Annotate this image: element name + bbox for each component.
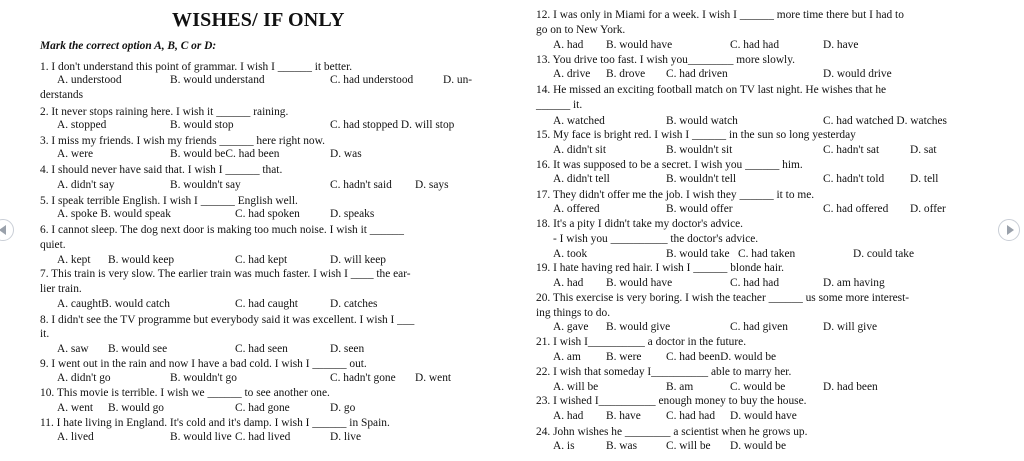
answer-option: A. kept xyxy=(57,254,91,266)
answer-option: C. had offered xyxy=(823,203,889,215)
chevron-left-icon xyxy=(0,225,6,235)
answer-option: B. would understand xyxy=(170,74,265,86)
answer-option: A. didn't tell xyxy=(553,173,610,185)
answer-option: D. would drive xyxy=(823,68,892,80)
answer-option: D. seen xyxy=(330,343,365,355)
answer-option: A. had xyxy=(553,39,584,51)
question-text: 5. I speak terrible English. I wish I ______ English well. xyxy=(40,195,298,207)
answer-option: D. could take xyxy=(853,248,915,260)
answer-option: A. stopped xyxy=(57,119,107,131)
answer-option: A. saw xyxy=(57,343,89,355)
answer-option: A. gave xyxy=(553,321,589,333)
question-text: 16. It was supposed to be a secret. I wish you ______ him. xyxy=(536,159,803,171)
answer-option: A. will be xyxy=(553,381,599,393)
question-text: quiet. xyxy=(40,239,66,251)
answer-option: C. had had xyxy=(666,410,716,422)
answer-option: D. went xyxy=(415,372,452,384)
answer-option: D. speaks xyxy=(330,208,375,220)
question-text: 6. I cannot sleep. The dog next door is making too much noise. I wish it ______ xyxy=(40,224,404,236)
answer-option: D. was xyxy=(330,148,362,160)
question-text: lier train. xyxy=(40,283,82,295)
answer-option: D. had been xyxy=(823,381,878,393)
question-text: 19. I hate having red hair. I wish I ______ blonde hair. xyxy=(536,262,785,274)
question-text: 14. He missed an exciting football match on TV last night. He wishes that he xyxy=(536,84,887,96)
answer-option: C. had spoken xyxy=(235,208,300,220)
question-text: 15. My face is bright red. I wish I ______ in the sun so long yesterday xyxy=(536,129,856,141)
answer-option: B. wouldn't tell xyxy=(666,173,737,185)
answer-option: B. wouldn't sit xyxy=(666,144,733,156)
answer-option: D. says xyxy=(415,179,449,191)
answer-option: D. offer xyxy=(910,203,946,215)
answer-option: B. would have xyxy=(606,277,673,289)
answer-option: B. have xyxy=(606,410,641,422)
answer-option: D. sat xyxy=(910,144,937,156)
chevron-right-icon xyxy=(1007,225,1014,235)
question-text: 20. This exercise is very boring. I wish the teacher ______ us some more interest- xyxy=(536,292,910,304)
answer-option: C. had given xyxy=(730,321,788,333)
answer-option: A. didn't sit xyxy=(553,144,606,156)
answer-option: C. had understood xyxy=(330,74,414,86)
answer-option: C. hadn't sat xyxy=(823,144,880,156)
question-text: 18. It's a pity I didn't take my doctor's advice. xyxy=(536,218,744,230)
answer-option: B. would offer xyxy=(666,203,733,215)
question-text: ______ it. xyxy=(536,99,583,111)
question-text: 8. I didn't see the TV programme but everybody said it was excellent. I wish I ___ xyxy=(40,314,415,326)
answer-option: A. spoke B. would speak xyxy=(57,208,171,220)
answer-option: C. will be xyxy=(666,440,711,452)
answer-option: C. had kept xyxy=(235,254,288,266)
question-text: 1. I don't understand this point of grammar. I wish I ______ it better. xyxy=(40,61,353,73)
answer-option: C. hadn't told xyxy=(823,173,885,185)
question-text: it. xyxy=(40,328,50,340)
answer-option: D. catches xyxy=(330,298,378,310)
question-text: go on to New York. xyxy=(536,24,626,36)
answer-option: D. would be xyxy=(730,440,786,452)
answer-option: B. am xyxy=(666,381,694,393)
question-text: 24. John wishes he ________ a scientist when he grows up. xyxy=(536,426,808,438)
answer-option: B. drove xyxy=(606,68,646,80)
answer-option: C. had driven xyxy=(666,68,728,80)
answer-option: D. un- xyxy=(443,74,473,86)
answer-option: C. had had xyxy=(730,39,780,51)
answer-option: D. would have xyxy=(730,410,797,422)
answer-option: B. would keep xyxy=(108,254,175,266)
answer-option: B. would have xyxy=(606,39,673,51)
question-text: 22. I wish that someday I__________ able to marry her. xyxy=(536,366,792,378)
answer-option: A. understood xyxy=(57,74,122,86)
answer-option: B. wouldn't say xyxy=(170,179,241,191)
answer-option: D. go xyxy=(330,402,356,414)
answer-option: C. hadn't gone xyxy=(330,372,396,384)
answer-option: A. went xyxy=(57,402,94,414)
question-text: - I wish you __________ the doctor's advice. xyxy=(553,233,759,245)
question-text: 23. I wished I__________ enough money to buy the house. xyxy=(536,395,807,407)
next-page-button[interactable] xyxy=(998,219,1020,241)
question-text: 13. You drive too fast. I wish you________ more slowly. xyxy=(536,54,796,66)
answer-option: B. would live xyxy=(170,431,232,443)
answer-option: C. had stopped D. will stop xyxy=(330,119,455,131)
question-text: 12. I was only in Miami for a week. I wish I ______ more time there but I had to xyxy=(536,9,904,21)
question-text: 10. This movie is terrible. I wish we ______ to see another one. xyxy=(40,387,330,399)
answer-option: C. hadn't said xyxy=(330,179,392,191)
answer-option: B. would give xyxy=(606,321,671,333)
question-text: ing things to do. xyxy=(536,307,611,319)
answer-option: B. would see xyxy=(108,343,168,355)
answer-option: B. would go xyxy=(108,402,165,414)
answer-option: A. had xyxy=(553,410,584,422)
question-text: 9. I went out in the rain and now I have a bad cold. I wish I ______ out. xyxy=(40,358,367,370)
question-text: derstands xyxy=(40,89,84,101)
answer-option: D. will give xyxy=(823,321,878,333)
question-text: 21. I wish I__________ a doctor in the future. xyxy=(536,336,747,348)
question-text: 2. It never stops raining here. I wish it ______ raining. xyxy=(40,106,289,118)
answer-option: C. had watched D. watches xyxy=(823,115,947,127)
question-text: 7. This train is very slow. The earlier train was much faster. I wish I ____ the ear- xyxy=(40,268,411,280)
answer-option: D. tell xyxy=(910,173,939,185)
answer-option: C. would be xyxy=(730,381,786,393)
answer-option: D. have xyxy=(823,39,859,51)
answer-option: D. will keep xyxy=(330,254,386,266)
previous-page-button[interactable] xyxy=(0,219,14,241)
answer-option: A. lived xyxy=(57,431,94,443)
answer-option: A. didn't say xyxy=(57,179,115,191)
page-title: WISHES/ IF ONLY xyxy=(172,9,345,31)
answer-option: A. took xyxy=(553,248,588,260)
answer-option: A. didn't go xyxy=(57,372,111,384)
answer-option: A. had xyxy=(553,277,584,289)
answer-option: A. caughtB. would catch xyxy=(57,298,170,310)
answer-option: A. watched xyxy=(553,115,605,127)
instruction-text: Mark the correct option A, B, C or D: xyxy=(40,40,217,52)
answer-option: A. is xyxy=(553,440,575,452)
answer-option: C. had lived xyxy=(235,431,291,443)
answer-option: C. had seen xyxy=(235,343,288,355)
answer-option: B. was xyxy=(606,440,638,452)
answer-option: B. wouldn't go xyxy=(170,372,237,384)
question-text: 4. I should never have said that. I wish I ______ that. xyxy=(40,164,283,176)
answer-option: C. had taken xyxy=(738,248,796,260)
answer-option: B. would watch xyxy=(666,115,738,127)
answer-option: A. offered xyxy=(553,203,600,215)
question-text: 17. They didn't offer me the job. I wish they ______ it to me. xyxy=(536,189,815,201)
answer-option: D. live xyxy=(330,431,362,443)
answer-option: A. am xyxy=(553,351,581,363)
answer-option: D. am having xyxy=(823,277,885,289)
answer-option: C. had had xyxy=(730,277,780,289)
answer-option: B. would take xyxy=(666,248,730,260)
answer-option: A. drive xyxy=(553,68,591,80)
answer-option: A. were xyxy=(57,148,94,160)
answer-option: B. would beC. had been xyxy=(170,148,280,160)
answer-option: B. were xyxy=(606,351,642,363)
answer-option: C. had gone xyxy=(235,402,290,414)
question-text: 3. I miss my friends. I wish my friends ______ here right now. xyxy=(40,135,325,147)
answer-option: B. would stop xyxy=(170,119,234,131)
answer-option: C. had beenD. would be xyxy=(666,351,777,363)
question-text: 11. I hate living in England. It's cold and it's damp. I wish I ______ in Spain. xyxy=(40,417,390,429)
answer-option: C. had caught xyxy=(235,298,298,310)
